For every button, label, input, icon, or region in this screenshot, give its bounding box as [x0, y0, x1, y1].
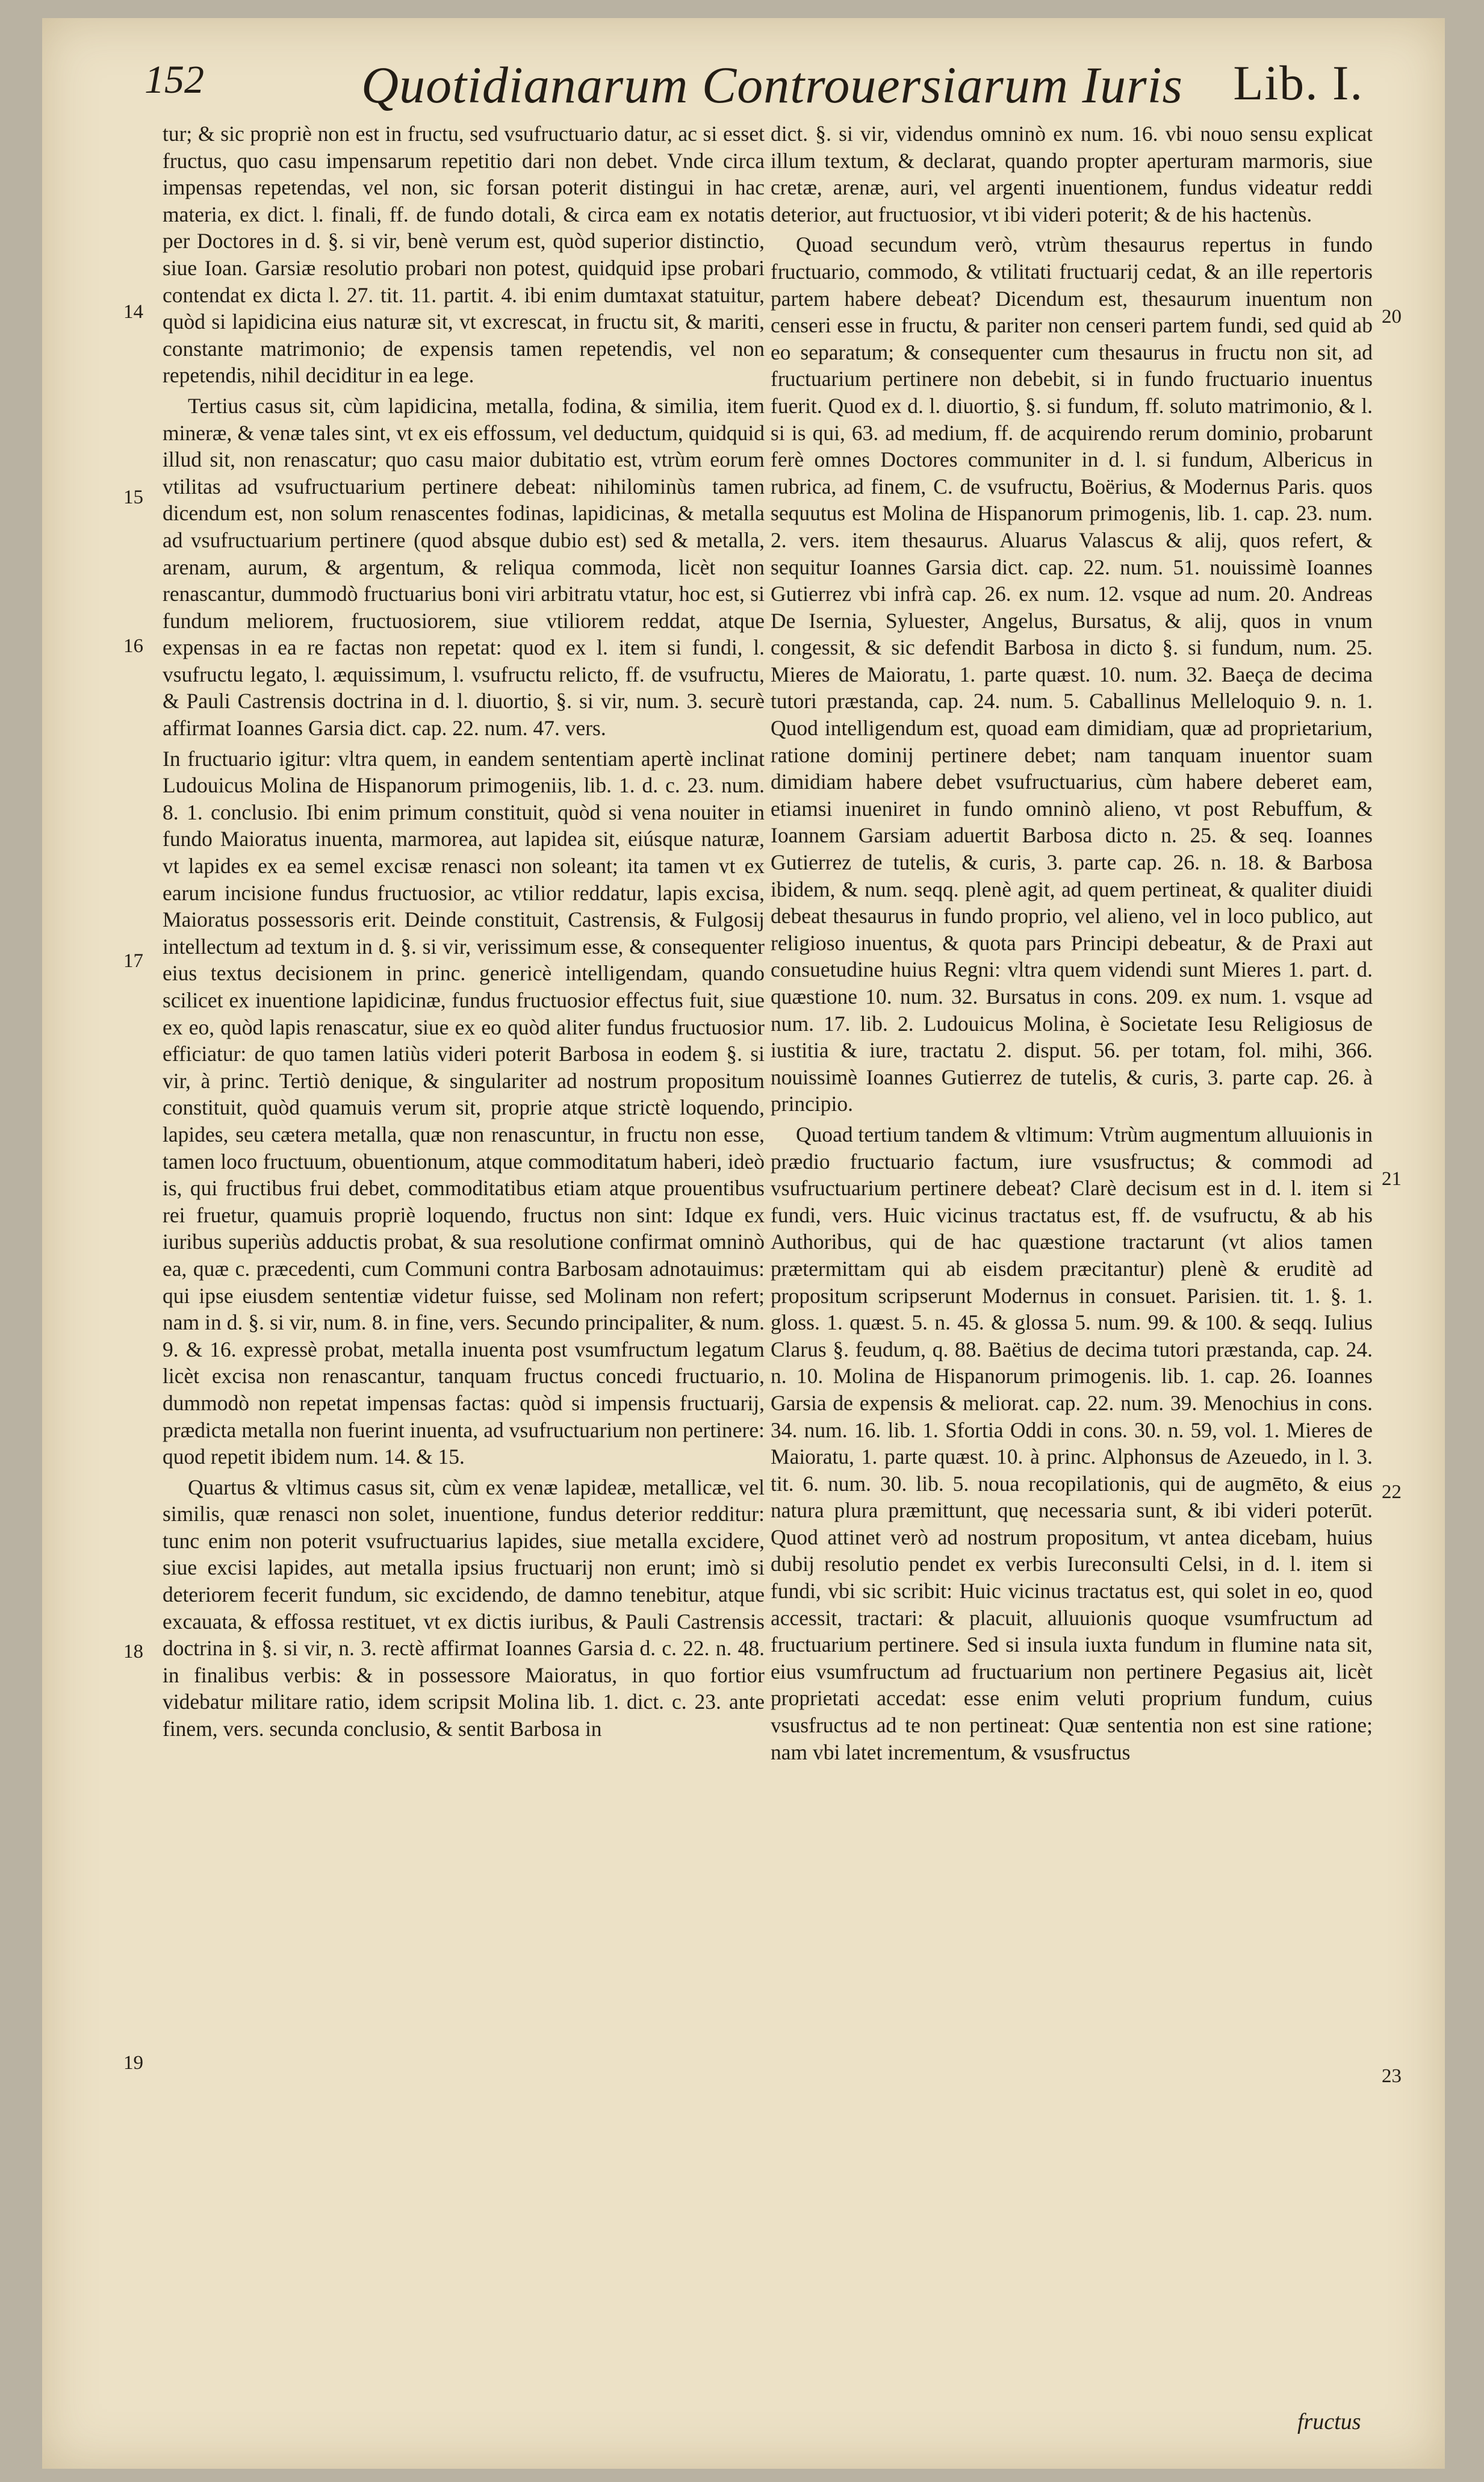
catchword: fructus	[1297, 2409, 1361, 2434]
margin-number: 14	[123, 301, 143, 323]
left-text-column	[163, 120, 765, 1746]
page-header	[144, 57, 1364, 123]
margin-number: 22	[1382, 1481, 1402, 1503]
paragraph: Tertius casus sit, cùm lapidicina, metalla, fodina, & similia, item mineræ, & venæ tales sint, vt ex eis effossum, vel deductum, quidquid illud sit, non renascatur; quo casu maior dubitatio est, vtrùm eorum vtilitas ad vsufructuarium pertinere debeat: nihilominùs tamen dicendum est, non solum renascentes fodinas, lapidicinas, & metalla ad vsufructuarium pertinere (quod absque dubio est) sed & metalla, arenam, aurum, & argentum, & reliqua commoda, licèt non renascantur, dummodò fructuarius boni viri arbitratu vtatur, hoc est, si fundum meliorem, fructuosiorem, siue vtiliorem reddat, atque expensas in ea re factas non repetat: quod ex l. item si fundi, l. vsufructu legato, l. æquissimum, l. vsufructu relicto, ff. de vsufructu, & Pauli Castrensis doctrina in d. l. diuortio, §. si vir, num. 3. securè affirmat Ioannes Garsia dict. cap. 22. num. 47. vers.	[163, 393, 765, 741]
margin-number: 23	[1382, 2065, 1402, 2087]
paragraph: Quoad secundum verò, vtrùm thesaurus repertus in fundo fructuario, commodo, & vtilitati fructuarij cedat, & an ille repertoris partem habere debeat? Dicendum est, thesaurum inuentum non censeri esse in fructu, & pariter non censeri partem fundi, sed quid ab eo separatum; & consequenter cum thesaurus in fructu non sit, ad fructuarium pertinere non debebit, si in fundo fructuario inuentus fuerit. Quod ex d. l. diuortio, §. si fundum, ff. soluto matrimonio, & l. si is qui, 63. ad medium, ff. de acquirendo rerum dominio, probarunt ferè omnes Doctores communiter in d. l. si fundum, Albericus in rubrica, ad finem, C. de vsufructu, Boërius, & Modernus Paris. quos sequutus est Molina de Hispanorum primogenis, lib. 1. cap. 23. num. 2. vers. item thesaurus. Aluarus Valascus & alij, quos refert, & sequitur Ioannes Garsia dict. cap. 22. num. 51. nouissimè Ioannes Gutierrez vbi infrà cap. 26. ex num. 12. vsque ad num. 20. Andreas De Isernia, Syluester, Angelus, Bursatus, & alij, quos in vnum congessit, & sic defendit Barbosa in dicto §. si fundum, num. 25. Mieres de Maioratu, 1. parte quæst. 10. num. 32. Baeça de decima tutori præstanda, cap. 24. num. 5. Caballinus Melleloquio 9. n. 1. Quod intelligendum est, quoad eam dimidiam, quæ ad proprietarium, ratione dominij pertinere debet; nam tanquam inuentor suam dimidiam habere debet vsufructuarius, cùm habere deberet eam, etiamsi inueniret in fundo omninò alieno, vt post Rebuffum, & Ioannem Garsiam aduertit Barbosa dicto n. 25. & seq. Ioannes Gutierrez de tutelis, & curis, 3. parte cap. 26. n. 18. & Barbosa ibidem, & num. seqq. plenè agit, ad quem pertineat, & qualiter diuidi debeat thesaurus in fundo proprio, vel alieno, vel in loco publico, aut religioso inuentus, & quota pars Principi debeatur, & de Praxi aut consuetudine huius Regni: vltra quem videndi sunt Mieres 1. part. d. quæstione 10. num. 32. Bursatus in cons. 209. ex num. 1. vsque ad num. 17. lib. 2. Ludouicus Molina, è Societate Iesu Religiosus de iustitia & iure, tractatu 2. disput. 56. per totam, fol. mihi, 366. nouissimè Ioannes Gutierrez de tutelis, & curis, 3. parte cap. 26. à principio.	[771, 232, 1373, 1116]
paragraph: dict. §. si vir, videndus omninò ex num. 16. vbi nouo sensu explicat illum textum, & declarat, quando propter aperturam marmoris, siue cretæ, arenæ, auri, vel argenti inuentionem, fundus videatur reddi deterior, aut fructuosior, vt ibi videri poterit; & de his hactenùs.	[771, 122, 1373, 226]
paragraph: Quoad tertium tandem & vltimum: Vtrùm augmentum alluuionis in prædio fructuario factum, iure vsusfructus; & commodi ad vsufructuarium pertinere debeat? Clarè decisum est in d. l. item si fundi, vers. Huic vicinus tractatus est, ff. de vsufructu, & ab his Authoribus, qui de hac quæstione tractarunt (vt alios tamen prætermittam qui ab eisdem præcitantur) plenè & eruditè ad propositum scripserunt Modernus in consuet. Parisien. tit. 1. §. 1. gloss. 1. quæst. 5. n. 45. & glossa 5. num. 99. & 100. & seqq. Iulius Clarus §. feudum, q. 88. Baëtius de decima tutori præstanda, cap. 24. n. 10. Molina de Hispanorum primogenis. lib. 1. cap. 26. Ioannes Garsia de expensis & meliorat. cap. 22. num. 39. Menochius in cons. 34. num. 16. lib. 1. Sfortia Oddi in cons. 30. n. 59, vol. 1. Mieres de Maioratu, 1. parte quæst. 10. à princ. Alphonsus de Azeuedo, in l. 3. tit. 6. num. 30. lib. 5. noua recopilationis, qui de augmēto, & eius natura plura præmittunt, quę necessaria sunt, & ibi videri poterūt. Quod attinet verò ad nostrum propositum, vt antea dicebam, huius dubij resolutio pendet ex verbis Iureconsulti Celsi, in d. l. item si fundi, vbi sic scribit: Huic vicinus tractatus est, qui solet in eo, quod accessit, tractari: & placuit, alluuionis quoque vsumfructum ad fructuarium pertinere. Sed si insula iuxta fundum in flumine nata sit, eius vsumfructum ad fructuarium non pertinere Pegasius ait, licèt proprietati accedat: esse enim veluti proprium fundum, cuius vsusfructus ad te non pertineat: Quæ sententia non est sine ratione; nam vbi latet incrementum, & vsusfructus	[771, 1122, 1373, 1764]
margin-number: 18	[123, 1641, 143, 1662]
right-margin-numbers	[1382, 0, 1418, 2409]
margin-number: 15	[123, 487, 143, 508]
paragraph: In fructuario igitur: vltra quem, in eandem sententiam apertè inclinat Ludouicus Molina de Hispanorum primogeniis, lib. 1. d. c. 23. num. 8. 1. conclusio. Ibi enim primum constituit, quòd si vena nouiter in fundo Maioratus inuenta, marmorea, aut lapidea sit, eiúsque naturæ, vt lapides ex ea semel excisæ renasci non soleant; ita tamen vt ex earum incisione fundus fructuosior, ac vtilior reddatur, lapis excisa, Maioratus possessoris erit. Deinde constituit, Castrensis, & Fulgosij intellectum ad textum in d. §. si vir, verissimum esse, & consequenter eius textus decisionem in princ. genericè intelligendam, quando scilicet ex inuentione lapidicinæ, fundus fructuosior effectus fuit, siue ex eo, quòd lapis renascatur, siue ex eo quòd aliter fundus fructuosior efficiatur: de quo tamen latiùs videri poterit Barbosa in eodem §. si vir, à princ. Tertiò denique, & singulariter ad nostrum propositum constituit, quòd quamuis verum sit, proprie atque strictè loquendo, lapides, seu cætera metalla, quæ non renascuntur, in fructu non esse, tamen loco fructuum, obuentionum, atque commoditatum haberi, ideò is, qui fructibus frui debet, commoditatibus etiam atque prouentibus rei fruetur, quamuis propriè loquendo, fructus non sint: Idque ex iuribus superiùs adductis probat, & sua resolutione confirmat omninò ea, quæ c. præcedenti, cum Communi contra Barbosam adnotauimus: qui ipse eiusdem sententiæ videtur fuisse, sed Molinam non refert; nam in d. §. si vir, num. 8. in fine, vers. Secundo principaliter, & num. 9. & 16. expressè probat, metalla inuenta post vsumfructum legatum licèt excisa non renascantur, tanquam fructus concedi fructuario, dummodò non repetat impensas factas: quòd si impensis fructuarij, prædicta metalla non fuerint inuenta, ad vsufructuarium non pertinere: quod repetit ibidem num. 14. & 15.	[163, 746, 765, 1469]
page-number: 152	[144, 58, 204, 102]
running-title: Quotidianarum Controuersiarum Iuris	[361, 56, 1183, 114]
margin-number: 19	[123, 2052, 143, 2074]
right-text-column	[771, 120, 1373, 1769]
margin-number: 16	[123, 635, 143, 657]
left-margin-numbers	[123, 0, 160, 2409]
book-label: Lib. I.	[1233, 55, 1364, 110]
margin-number: 21	[1382, 1168, 1402, 1190]
margin-number: 17	[123, 950, 143, 972]
margin-number: 20	[1382, 306, 1402, 328]
paragraph: tur; & sic propriè non est in fructu, sed vsufructuario datur, ac si esset fructus, quo casu impensarum repetitio dari non debet. Vnde circa impensas repetendas, vel non, sic forsan poterit distingui in hac materia, ex dict. l. finali, ff. de fundo dotali, & circa eam ex notatis per Doctores in d. §. si vir, benè verum est, quòd superior distinctio, siue Ioan. Garsiæ resolutio probari non potest, quidquid ipse probari contendat ex dicta l. 27. tit. 11. partit. 4. ibi enim dumtaxat statuitur, quòd si lapidicina eius naturæ sit, vt excrescat, in fructu sit, & mariti, constante matrimonio; de expensis tamen repetendis, vel non repetendis, nihil deciditur in ea lege.	[163, 122, 765, 388]
paragraph: Quartus & vltimus casus sit, cùm ex venæ lapideæ, metallicæ, vel similis, quæ renasci non solet, inuentione, fundus deterior redditur: tunc enim non poterit vsufructuarius lapides, siue metalla excidere, siue excisi lapides, aut metalla ipsius fructuarij non erunt; imò si deteriorem fecerit fundum, sic excidendo, de damno tenebitur, atque excauata, & effossa restituet, vt ex dictis iuribus, & Pauli Castrensis doctrina in §. si vir, n. 3. rectè affirmat Ioannes Garsia d. c. 22. n. 48. in finalibus verbis: & in possessore Maioratus, in quo fortior videbatur militare ratio, idem scripsit Molina lib. 1. dict. c. 23. ante finem, vers. secunda conclusio, & sentit Barbosa in	[163, 1475, 765, 1741]
